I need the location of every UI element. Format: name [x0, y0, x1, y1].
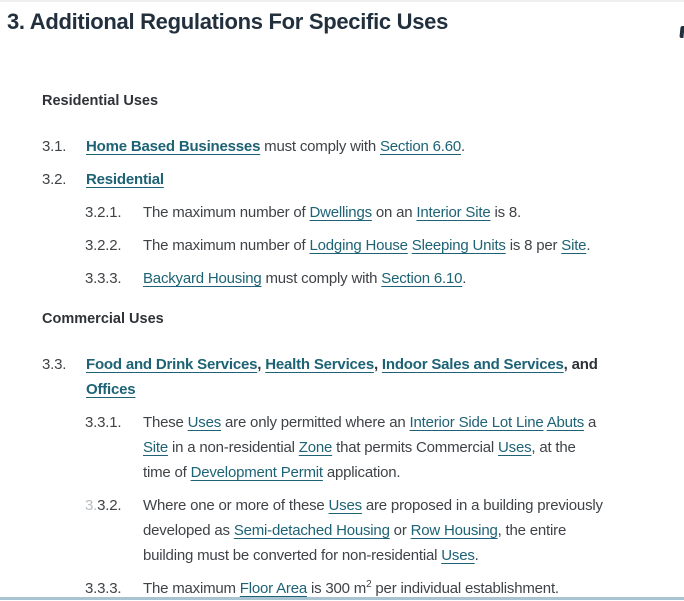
term-link[interactable]: Site: [143, 439, 169, 456]
item-number: [85, 200, 143, 225]
term-link[interactable]: Abuts: [546, 414, 585, 431]
text-run: a: [584, 414, 597, 431]
term-link[interactable]: Dwellings: [309, 204, 372, 221]
term-link[interactable]: Uses: [187, 414, 222, 431]
list-item: [85, 410, 662, 485]
clipped-heading-fragment: [679, 26, 684, 38]
text-run: must comply with: [260, 138, 380, 155]
term-link[interactable]: Semi-detached Housing: [233, 522, 390, 539]
number-part: 3.2.1.: [85, 204, 122, 221]
text-run: .: [586, 237, 591, 254]
list-item: [42, 352, 662, 402]
text-line: [143, 543, 603, 568]
text-run: developed as: [143, 522, 234, 539]
term-link[interactable]: Zone: [298, 439, 333, 456]
term-link[interactable]: Lodging House: [309, 237, 408, 254]
text-line: [143, 460, 596, 485]
number-part: 3.2.: [97, 497, 122, 514]
text-run: The maximum number of: [143, 204, 310, 221]
text-run: must comply with: [261, 270, 382, 287]
term-link[interactable]: Health Services: [265, 356, 374, 373]
term-link[interactable]: Uses: [441, 547, 475, 564]
term-link[interactable]: Interior Site: [416, 204, 491, 221]
superscript: 2: [366, 579, 372, 590]
item-number: [85, 233, 143, 258]
text-run: is 8 per: [505, 237, 562, 254]
item-text: [143, 410, 596, 485]
item-text: [86, 352, 598, 402]
text-run: , the entire: [497, 522, 567, 539]
page-title: 3. Additional Regulations For Specific Uses: [7, 9, 449, 34]
term-link[interactable]: Development Permit: [190, 464, 323, 481]
text-line: [86, 167, 164, 192]
term-link[interactable]: Site: [561, 237, 587, 254]
item-number: [85, 493, 143, 518]
text-run: .: [474, 547, 479, 564]
item-text: [143, 233, 590, 258]
text-run: , and: [563, 356, 598, 373]
term-link[interactable]: Home Based Businesses: [86, 138, 261, 155]
item-text: [86, 134, 465, 159]
text-run: is 300 m: [307, 580, 367, 597]
item-number: [85, 410, 143, 435]
item-text: [86, 167, 164, 192]
text-line: [143, 435, 596, 460]
text-line: [86, 352, 598, 377]
list-item: [42, 167, 662, 192]
text-run: application.: [322, 464, 401, 481]
number-part: 3.3.: [42, 356, 67, 373]
text-run: These: [143, 414, 188, 431]
section-heading: Residential Uses: [42, 93, 159, 109]
term-link[interactable]: Residential: [86, 171, 164, 188]
text-run: is 8.: [490, 204, 521, 221]
text-run: .: [460, 138, 465, 155]
sections-container: [42, 93, 662, 601]
item-text: [143, 266, 466, 291]
term-link[interactable]: Offices: [86, 381, 136, 398]
number-part: 3.2.: [42, 171, 67, 188]
item-text: [143, 493, 603, 568]
window-top-edge: [0, 0, 684, 2]
term-link[interactable]: Uses: [328, 497, 362, 514]
text-run: on an: [371, 204, 417, 221]
term-link[interactable]: Indoor Sales and Services: [381, 356, 564, 373]
text-line: [143, 410, 596, 435]
term-link[interactable]: Section 6.60: [379, 138, 461, 155]
text-run: per individual establishment.: [371, 580, 559, 597]
term-link[interactable]: Floor Area: [239, 580, 307, 597]
text-run: building must be converted for non-residential: [143, 547, 442, 564]
text-run: or: [389, 522, 411, 539]
item-number: [42, 134, 86, 159]
text-run: ,: [257, 356, 266, 373]
term-link[interactable]: Uses: [498, 439, 532, 456]
text-run: that permits Commercial: [332, 439, 499, 456]
number-part: 3.3.3.: [85, 270, 122, 287]
text-run: ,: [373, 356, 382, 373]
text-run: are only permitted where an: [221, 414, 410, 431]
section-heading: Commercial Uses: [42, 311, 164, 327]
text-line: [143, 200, 521, 225]
text-line: [143, 233, 590, 258]
bottom-divider: [0, 597, 684, 600]
number-part: 3.3.1.: [85, 414, 122, 431]
list-item: [85, 266, 662, 291]
number-part: 3.1.: [42, 138, 67, 155]
text-run: , at the: [531, 439, 576, 456]
item-number: [85, 266, 143, 291]
term-link[interactable]: Backyard Housing: [143, 270, 262, 287]
text-line: [86, 377, 598, 402]
text-line: [86, 134, 465, 159]
document-body: [0, 93, 684, 601]
item-number: [42, 167, 86, 192]
text-run: time of: [143, 464, 191, 481]
term-link[interactable]: Row Housing: [410, 522, 498, 539]
list-item: [85, 200, 662, 225]
list-item: [85, 493, 662, 568]
text-run: .: [462, 270, 467, 287]
text-run: The maximum number of: [143, 237, 310, 254]
term-link[interactable]: Food and Drink Services: [86, 356, 258, 373]
item-text: [143, 200, 521, 225]
text-run: The maximum: [143, 580, 240, 597]
term-link[interactable]: Section 6.10: [381, 270, 463, 287]
item-number: [42, 352, 86, 377]
faded-number-part: 3.: [85, 497, 98, 514]
term-link[interactable]: Sleeping Units: [411, 237, 506, 254]
list-item: [85, 233, 662, 258]
list-item: [42, 134, 662, 159]
number-part: 3.2.2.: [85, 237, 122, 254]
text-line: [143, 518, 603, 543]
term-link[interactable]: Interior Side Lot Line: [409, 414, 544, 431]
text-line: [143, 266, 466, 291]
text-run: Where one or more of these: [143, 497, 329, 514]
text-run: are proposed in a building previously: [361, 497, 603, 514]
number-part: 3.3.3.: [85, 580, 122, 597]
text-run: in a non-residential: [168, 439, 299, 456]
text-line: [143, 493, 603, 518]
